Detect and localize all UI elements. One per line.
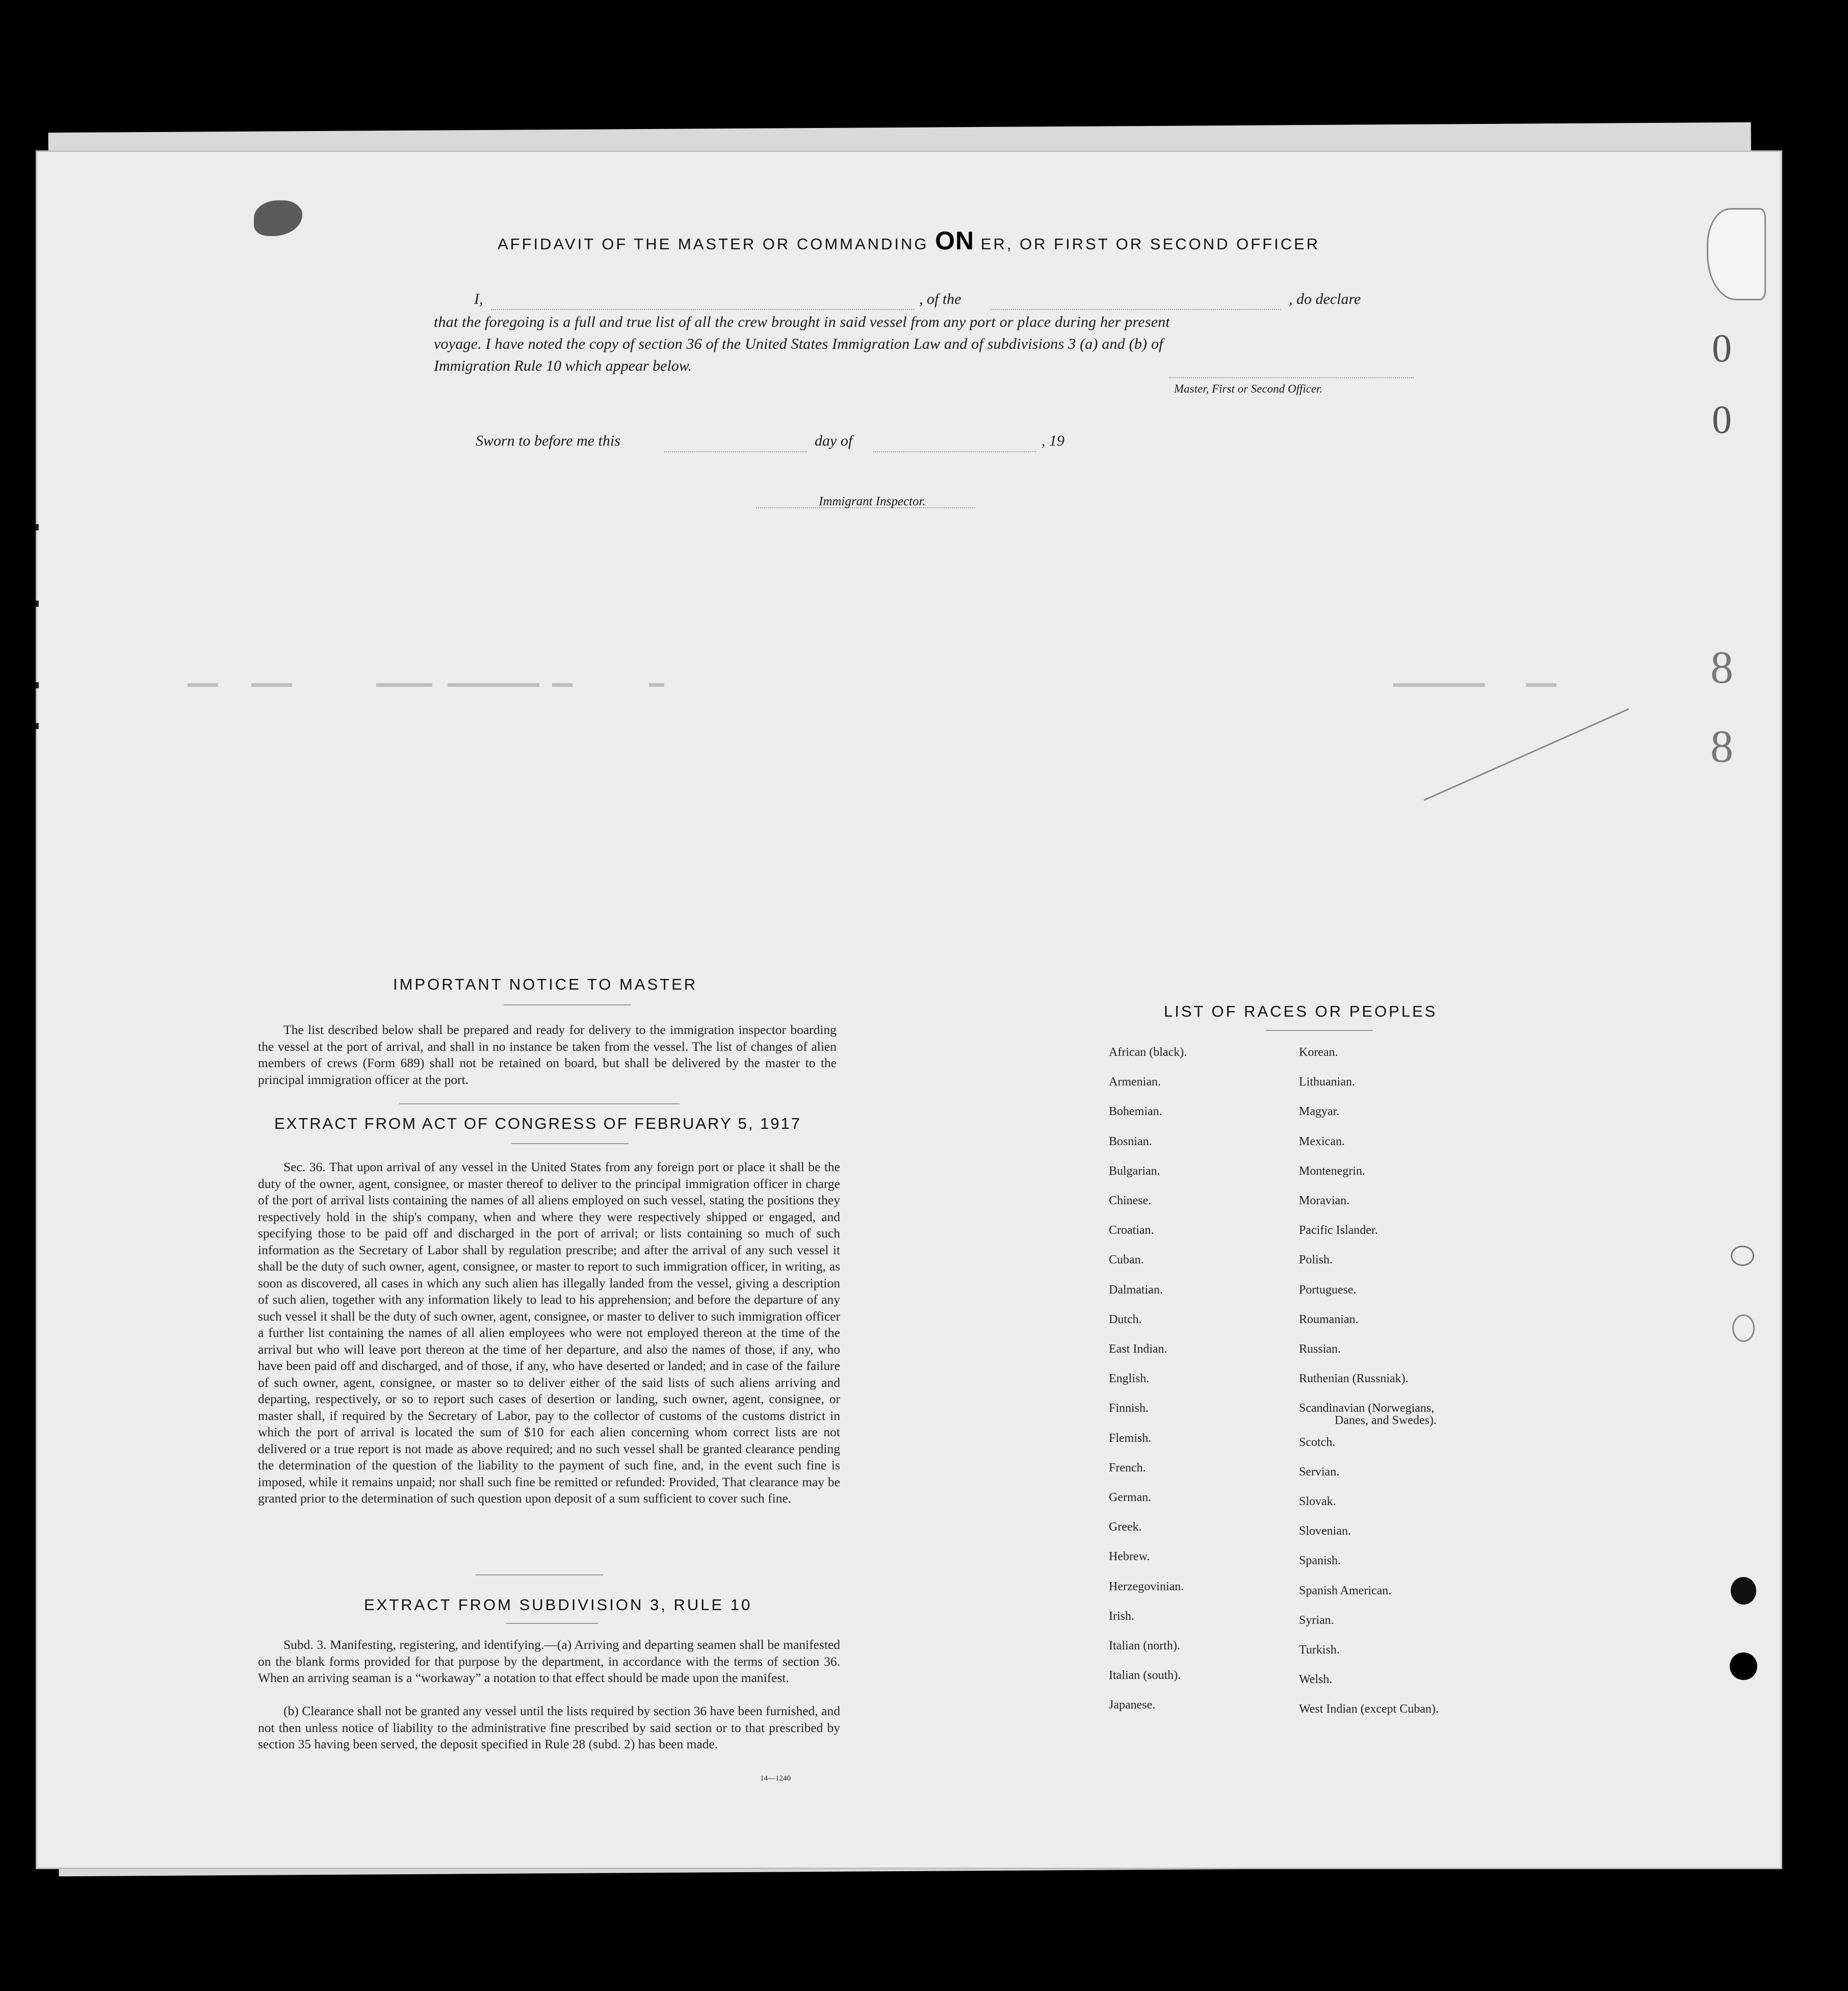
punch-hole: [1732, 1314, 1755, 1342]
race-item: Italian (north).: [1109, 1639, 1180, 1652]
bleed-mark: [251, 683, 292, 687]
race-item: Polish.: [1299, 1253, 1333, 1267]
race-item: German.: [1109, 1491, 1152, 1504]
notice-text: The list described below shall be prepared and ready for delivery to the immigration inspector boarding the vessel at the port of arrival, and shall in no instance be taken from the vessel. The list of changes of alien members of crews (Form 689) shall not be retained on board, but shall be delivered by the master to the principal immigration officer at the port.: [258, 1022, 837, 1087]
race-item: Mexican.: [1299, 1134, 1345, 1148]
race-item: Scotch.: [1299, 1435, 1336, 1449]
race-item: English.: [1109, 1372, 1150, 1386]
margin-mark: 8: [1710, 721, 1733, 772]
bleed-mark: [188, 683, 218, 687]
race-item: Bosnian.: [1109, 1134, 1152, 1148]
race-item: Dutch.: [1109, 1312, 1142, 1326]
race-item: West Indian (except Cuban).: [1299, 1702, 1439, 1716]
extract-act-title: EXTRACT FROM ACT OF CONGRESS OF FEBRUARY 5, 1917: [274, 1115, 802, 1132]
vessel-blank: [991, 309, 1281, 310]
races-title: LIST OF RACES OR PEOPLES: [1164, 1002, 1438, 1020]
race-item: Lithuanian.: [1299, 1075, 1355, 1089]
race-item: Magyar.: [1299, 1105, 1340, 1119]
race-item: Ruthenian (Russniak).: [1299, 1372, 1409, 1386]
race-item: Herzegovinian.: [1109, 1580, 1184, 1593]
name-blank: [491, 309, 914, 310]
race-item: Korean.: [1299, 1046, 1338, 1059]
affidavit-of-the: , of the: [919, 291, 961, 307]
notice-end-rule: [399, 1103, 680, 1104]
race-item: Portuguese.: [1299, 1283, 1357, 1297]
extract-rule-para-b: (b) Clearance shall not be granted any vessel until the lists required by section 36 have been furnished, and not then unless notice of liability to the administrative fine prescribed by said section or to that prescribed by section 35 having been served, the deposit specified in Rule 28 (subd. 2) has been made.: [258, 1703, 840, 1751]
signature-caption: Master, First or Second Officer.: [1174, 382, 1323, 395]
affidavit-line-1: [37, 291, 1781, 311]
bleed-mark: [649, 683, 664, 687]
inspector-caption: Immigrant Inspector.: [819, 495, 926, 508]
paper-tear: [254, 200, 302, 236]
edge-tick: [36, 524, 39, 530]
day-of-text: day of: [815, 432, 853, 449]
affidavit-title: [498, 226, 1364, 255]
race-item: Croatian.: [1109, 1224, 1154, 1237]
race-item: Roumanian.: [1299, 1312, 1359, 1326]
affidavit-title-right: ER, OR FIRST OR SECOND OFFICER: [980, 235, 1320, 253]
race-item: Greek.: [1109, 1520, 1142, 1534]
races-title-rule: [1266, 1030, 1373, 1031]
extract-act-end-rule: [476, 1574, 603, 1575]
affidavit-line-3: voyage. I have noted the copy of section 36 of the United States Immigration Law and of subdivisions 3 (a) and (b) of: [434, 335, 1163, 352]
race-item: Slovenian.: [1299, 1524, 1351, 1538]
edge-tick: [36, 723, 39, 729]
extract-act-text: Sec. 36. That upon arrival of any vessel in the United States from any foreign port or place it shall be the duty of the owner, agent, consignee, or master thereof to deliver to the principal immigration officer in charge of the port of arrival lists containing the names of all aliens employed on such vessel, stating the positions they respectively hold in the ship's company, when and where they were respectively shipped or engaged, and specifying those to be paid off and discharged in the port of arrival; or lists containing so much of such information as the Secretary of Labor shall by regulation prescribe; and after the arrival of any such vessel it shall be the duty of such owner, agent, consignee, or master to report to such immigration officer, in writing, as soon as discovered, all cases in which any such alien has illegally landed from the vessel, giving a description of such alien, together with any information likely to lead to his apprehension; and before the departure of any such vessel it shall be the duty of such owner, agent, consignee, or master to deliver to such immigration officer a further list containing the names of all alien employees who were not employed thereon at the time of the arrival but who will leave port thereon at the time of her departure, and also the names of those, if any, who have been paid off and discharged, and of those, if any, who have deserted or landed; and in case of the failure of such owner, agent, consignee, or master so to deliver either of the said lists of such aliens arriving and departing, respectively, or so to report such cases of desertion or landing, such owner, agent, consignee, or master shall, if required by the Secretary of Labor, pay to the collector of customs of the customs district in which the port of arrival is located the sum of $10 for each alien concerning whom correct lists are not delivered or a true report is not made as above required; and no such vessel shall be granted clearance pending the determination of the question of the liability to the payment of such fine, and, in the event such fine is imposed, while it remains unpaid; nor shall such fine be remitted or refunded: Provided, That clearance may be granted prior to the determination of such question upon deposit of a sum sufficient to cover such fine.: [258, 1159, 840, 1506]
race-item: Slovak.: [1299, 1495, 1336, 1508]
affidavit-i: I,: [474, 291, 483, 307]
extract-act-rule: [511, 1143, 629, 1144]
race-item: Cuban.: [1109, 1253, 1144, 1267]
race-item: Chinese.: [1109, 1194, 1152, 1207]
race-item: Armenian.: [1109, 1075, 1161, 1089]
notice-title-rule: [504, 1004, 631, 1005]
punch-hole: [1731, 1577, 1756, 1605]
punch-hole: [1730, 1652, 1757, 1680]
punch-hole: [1731, 1246, 1754, 1266]
edge-tick: [36, 682, 39, 688]
margin-mark: 0: [1712, 326, 1732, 370]
race-item: Montenegrin.: [1299, 1164, 1365, 1178]
race-item: Bulgarian.: [1109, 1164, 1160, 1178]
race-item: Hebrew.: [1109, 1550, 1150, 1564]
race-item: Finnish.: [1109, 1402, 1149, 1415]
day-blank: [664, 451, 807, 452]
affidavit-declare: , do declare: [1289, 291, 1361, 307]
extract-rule-rule: [506, 1623, 598, 1624]
extract-rule-para-a: Subd. 3. Manifesting, registering, and identifying.—(a) Arriving and departing seamen shall be manifested on the blank forms provided for that purpose by the department, in accordance with the terms of section 36. When an arriving seaman is a “workaway” a notation to that effect should be made upon the manifest.: [258, 1637, 840, 1685]
race-item: Irish.: [1109, 1609, 1134, 1623]
form-number: 14—1240: [760, 1774, 791, 1782]
race-item: Italian (south).: [1109, 1669, 1181, 1683]
race-item: Pacific Islander.: [1299, 1224, 1378, 1237]
pencil-stroke: [1423, 708, 1629, 801]
margin-mark: 0: [1712, 397, 1732, 442]
sworn-line: [37, 432, 1781, 453]
month-blank: [873, 451, 1036, 452]
race-item: East Indian.: [1109, 1342, 1167, 1356]
edge-tick: [36, 601, 39, 607]
affidavit-line-4: Immigration Rule 10 which appear below.: [434, 357, 692, 374]
notice-title: IMPORTANT NOTICE TO MASTER: [393, 975, 698, 993]
bleed-mark: [376, 683, 432, 687]
race-item: Bohemian.: [1109, 1105, 1162, 1119]
document-page: [36, 150, 1782, 1869]
race-item: Moravian.: [1299, 1194, 1350, 1207]
bleed-mark: [552, 683, 572, 687]
race-item: French.: [1109, 1461, 1146, 1475]
affidavit-title-stamp: ON: [935, 226, 975, 255]
race-item: Spanish American.: [1299, 1584, 1392, 1597]
bleed-mark: [448, 683, 539, 687]
race-item: Japanese.: [1109, 1698, 1156, 1712]
paper-tear-right: [1707, 208, 1766, 300]
race-item: Scandinavian (Norwegians,: [1299, 1402, 1435, 1415]
sworn-text: Sworn to before me this: [476, 432, 620, 449]
affidavit-title-left: AFFIDAVIT OF THE MASTER OR COMMANDING: [498, 235, 929, 253]
bleed-mark: [1393, 683, 1485, 687]
race-item: Flemish.: [1109, 1431, 1152, 1445]
race-item: Turkish.: [1299, 1643, 1340, 1657]
race-item: Welsh.: [1299, 1673, 1333, 1687]
margin-mark: 8: [1710, 642, 1733, 693]
affidavit-line-2: that the foregoing is a full and true list of all the crew brought in said vessel from any port or place during her present: [434, 314, 1170, 330]
race-item: Servian.: [1299, 1465, 1340, 1479]
race-item: Dalmatian.: [1109, 1283, 1163, 1297]
signature-line: [1169, 377, 1414, 378]
race-item: Spanish.: [1299, 1554, 1341, 1568]
race-item: Russian.: [1299, 1342, 1341, 1356]
race-item: Syrian.: [1299, 1613, 1334, 1627]
bleed-mark: [1526, 683, 1556, 687]
race-item: African (black).: [1109, 1046, 1187, 1059]
race-right-continuation: Danes, and Swedes).: [1335, 1414, 1437, 1427]
year-text: , 19: [1042, 432, 1064, 449]
extract-rule-title: EXTRACT FROM SUBDIVISION 3, RULE 10: [364, 1596, 752, 1614]
